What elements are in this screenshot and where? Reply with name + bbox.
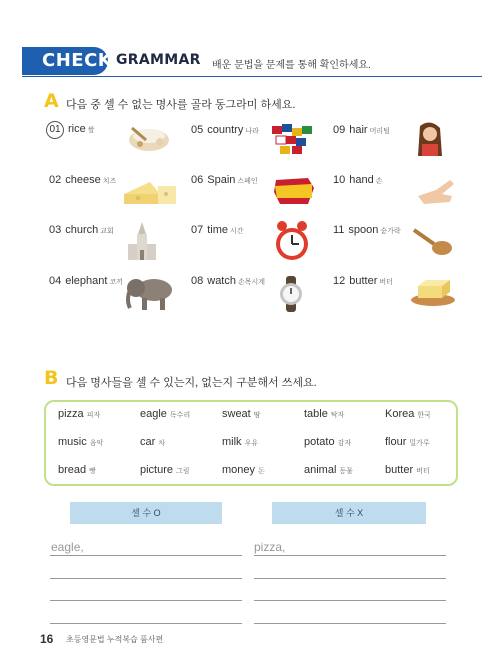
- item-word: butter: [349, 275, 378, 287]
- butter-icon: [410, 276, 456, 308]
- item-spoon[interactable]: [333, 224, 401, 236]
- bank-word: picture 그림: [140, 464, 190, 476]
- bank-word: milk 우유: [222, 436, 259, 448]
- bank-word: sweat 땀: [222, 408, 261, 420]
- item-korean: 시간: [230, 228, 244, 235]
- item-number: 11: [333, 224, 345, 236]
- item-number: 05: [191, 124, 204, 136]
- item-word: cheese: [65, 174, 101, 186]
- bank-word: animal 동물: [304, 464, 353, 476]
- uncountable-write-line[interactable]: [254, 600, 446, 601]
- item-word: watch: [207, 275, 236, 287]
- item-korean: 숟가락: [380, 228, 401, 235]
- bank-word: pizza 피자: [58, 408, 101, 420]
- item-country[interactable]: [191, 124, 259, 136]
- item-butter[interactable]: [333, 275, 393, 287]
- countable-write-line[interactable]: [50, 578, 242, 579]
- page-number: 16: [40, 632, 54, 646]
- uncountable-write-line[interactable]: [254, 578, 446, 579]
- item-spain[interactable]: [191, 174, 258, 186]
- watch-icon: [274, 276, 308, 312]
- item-word: rice: [68, 123, 86, 135]
- hair-icon: [412, 120, 448, 158]
- item-number: 06: [191, 174, 204, 186]
- item-word: hair: [349, 124, 368, 136]
- grammar-label: GRAMMAR: [116, 52, 201, 68]
- bank-word: money 돈: [222, 464, 265, 476]
- clock-icon: [272, 220, 312, 264]
- item-word: church: [65, 224, 99, 236]
- book-title: 초등영문법 누적복습 품사편: [66, 635, 164, 644]
- item-number: 01: [46, 121, 64, 139]
- item-hair[interactable]: [333, 124, 390, 136]
- bank-word: Korea 한국: [385, 408, 431, 420]
- bank-word: potato 감자: [304, 436, 352, 448]
- item-word: spoon: [348, 224, 379, 236]
- hand-icon: [414, 176, 456, 206]
- item-korean: 스페인: [237, 178, 258, 185]
- section-a-letter: A: [44, 90, 59, 112]
- item-number: 10: [333, 174, 346, 186]
- elephant-icon: [124, 274, 178, 312]
- bank-word: butter 버터: [385, 464, 430, 476]
- bank-word: music 음악: [58, 436, 104, 448]
- header-divider: [22, 76, 482, 77]
- flags-icon: [270, 122, 314, 156]
- item-watch[interactable]: [191, 275, 265, 287]
- bank-word: eagle 독수리: [140, 408, 191, 420]
- item-number: 04: [49, 275, 62, 287]
- item-cheese[interactable]: [49, 174, 116, 186]
- item-number: 09: [333, 124, 346, 136]
- check-label: CHECK: [22, 47, 108, 75]
- countable-header: 셀 수 O: [70, 502, 222, 524]
- item-hand[interactable]: [333, 174, 383, 186]
- rice-icon: [126, 120, 172, 154]
- item-korean: 손: [375, 178, 383, 185]
- item-rice[interactable]: [46, 121, 95, 139]
- countable-write-line[interactable]: [50, 600, 242, 601]
- item-elephant[interactable]: [49, 275, 123, 287]
- countable-sample: eagle,: [51, 540, 84, 554]
- uncountable-header: 셀 수 X: [272, 502, 426, 524]
- item-word: hand: [349, 174, 374, 186]
- item-korean: 코끼: [109, 279, 123, 286]
- uncountable-sample: pizza,: [254, 540, 286, 554]
- item-korean: 머리털: [369, 128, 390, 135]
- item-time[interactable]: [191, 224, 244, 236]
- item-korean: 교회: [100, 228, 114, 235]
- bank-word: bread 빵: [58, 464, 96, 476]
- item-korean: 버터: [379, 279, 393, 286]
- item-word: time: [207, 224, 229, 236]
- item-number: 07: [191, 224, 204, 236]
- item-number: 12: [333, 275, 346, 287]
- item-church[interactable]: [49, 224, 114, 236]
- item-number: 08: [191, 275, 204, 287]
- item-korean: 쌀: [87, 127, 95, 134]
- item-korean: 손목시계: [238, 279, 266, 286]
- spain-map-icon: [272, 174, 316, 208]
- church-icon: [126, 220, 158, 262]
- header-subtitle: 배운 문법을 문제를 통해 확인하세요.: [212, 60, 371, 71]
- item-number: 03: [49, 224, 62, 236]
- cheese-icon: [120, 176, 178, 206]
- item-korean: 나라: [245, 128, 259, 135]
- uncountable-write-line[interactable]: [254, 623, 446, 624]
- section-b-letter: B: [44, 367, 59, 389]
- item-word: elephant: [65, 275, 108, 287]
- bank-word: car 차: [140, 436, 166, 448]
- section-a-instruction: 다음 중 셀 수 없는 명사를 골라 동그라미 하세요.: [66, 99, 296, 111]
- item-word: Spain: [207, 174, 236, 186]
- countable-write-line[interactable]: [50, 555, 242, 556]
- item-number: 02: [49, 174, 62, 186]
- bank-word: flour 밀가루: [385, 436, 430, 448]
- countable-write-line[interactable]: [50, 623, 242, 624]
- uncountable-write-line[interactable]: [254, 555, 446, 556]
- item-word: country: [207, 124, 244, 136]
- item-korean: 치즈: [102, 178, 117, 185]
- bank-word: table 탁자: [304, 408, 345, 420]
- spoon-icon: [410, 226, 454, 258]
- section-b-instruction: 다음 명사들을 셀 수 있는지, 없는지 구분해서 쓰세요.: [66, 377, 317, 389]
- page-header: [22, 47, 482, 77]
